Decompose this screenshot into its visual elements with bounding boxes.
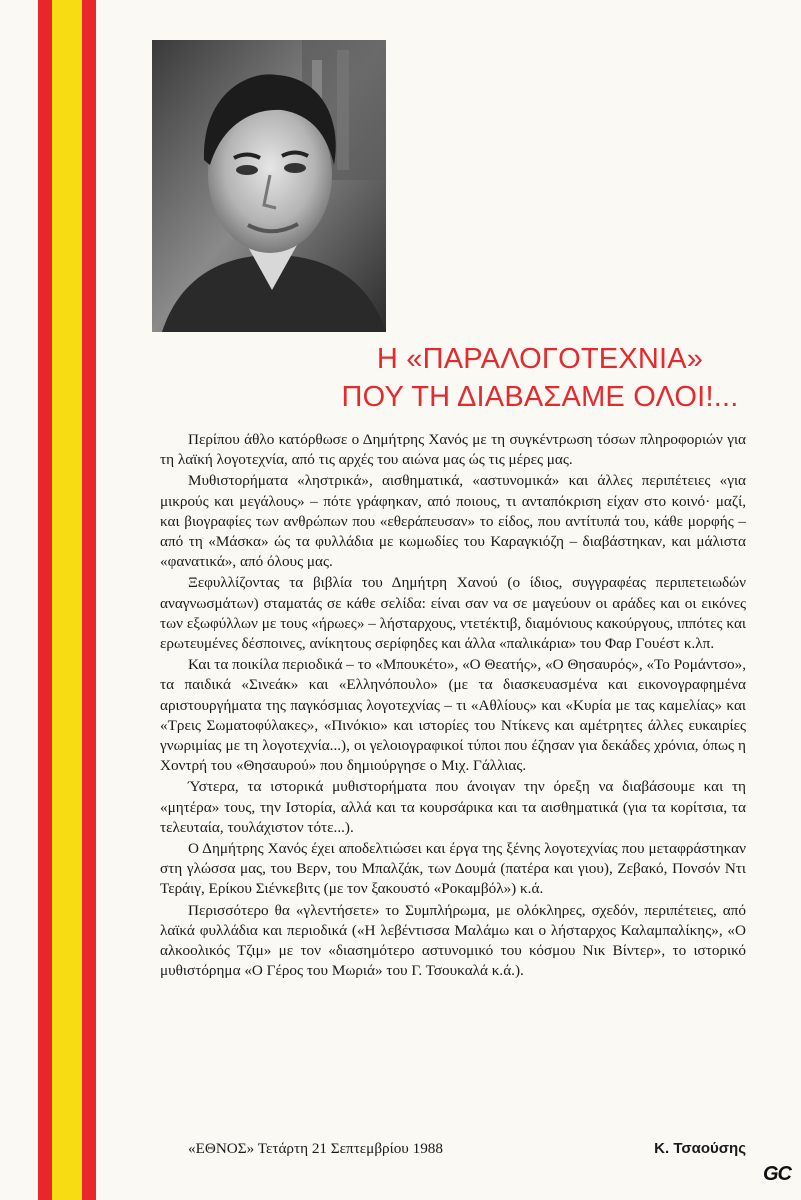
article-paragraph: Και τα ποικίλα περιοδικά – το «Μπουκέτο», «Ο Θεατής», «Ο Θησαυρός», «Το Ρομάντσο», τα παιδικά «Σινεάκ» και «Ελληνόπουλο» (με τα διασκευασμένα και εικονογραφημένα αριστουργήματα της παγκόσμιας λογοτεχνίας – τι «Αθλίους» και «Κυρία με τας καμελίας» και «Τρεις Σωματοφύλακες», «Πινόκιο» και ιστορίες του Ντίκενς και αμέτρητες άλλες ευκαιρίες γνωριμίας με τη λογοτεχνία...), οι γελοιογραφικοί τύποι που έζησαν για δεκάδες χρόνια, όπως η Χοντρή του «Θησαυρού» που δημιούργησε ο Μιχ. Γάλλιας. bbox=[160, 656, 746, 775]
article-paragraph: Μυθιστορήματα «ληστρικά», αισθηματικά, «αστυνομικά» και άλλες περιπέτειες «για μικρούς και μεγάλους» – πότε γράφηκαν, από ποιους, τι ανταπόκριση είχαν στο κοινό· μαζί, και βιογραφίες των ανθρώπων που «εθεράπευσαν» το είδος, που αντίτυπά του, κάθε μορφής – από τη «Μάσκα» ώς τα φυλλάδια με κωμωδίες του Καραγκιόζη – διαβάστηκαν, και μάλιστα «φανατικά», από όλους μας. bbox=[160, 472, 746, 571]
article-paragraph: Περίπου άθλο κατόρθωσε ο Δημήτρης Χανός με τη συγκέντρωση τόσων πληροφοριών για τη λαϊκή λογοτεχνία, από τις αρχές του αιώνα μας ώς τις μέρες μας. bbox=[160, 431, 746, 469]
article-body bbox=[160, 430, 746, 982]
headline-line-2: ΠΟΥ ΤΗ ΔΙΑΒΑΣΑΜΕ ΟΛΟΙ!... bbox=[341, 381, 739, 413]
article-paragraph: Ο Δημήτρης Χανός έχει αποδελτιώσει και έργα της ξένης λογοτεχνίας που μεταφράστηκαν στη γλώσσα μας, του Βερν, του Μπαλζάκ, των Δουμά (πατέρα και γιου), Ζεβακό, Πονσόν Ντι Τεράιγ, Ερίκου Σιένκεβιτς (με τον ξακουστό «Ροκαμβόλ») κ.ά. bbox=[160, 840, 746, 898]
footer-source: «ΕΘΝΟΣ» Τετάρτη 21 Σεπτεμβρίου 1988 bbox=[188, 1140, 443, 1157]
article-paragraph: Ύστερα, τα ιστορικά μυθιστορήματα που άνοιγαν την όρεξη να διαβάσουμε και τη «μητέρα» τους, την Ιστορία, αλλά και τα κουρσάρικα και τα αισθηματικά (για τα κορίτσια, τα τελευταία, τουλάχιστον τότε...). bbox=[160, 778, 746, 836]
flag-stripe-yellow bbox=[52, 0, 82, 1200]
flag-stripe-red-left bbox=[38, 0, 52, 1200]
headline-line-1: Η «ΠΑΡΑΛΟΓΟΤΕΧΝΙΑ» bbox=[376, 343, 704, 375]
footer-author: Κ. Τσαούσης bbox=[654, 1140, 746, 1157]
headline bbox=[300, 340, 780, 416]
article-paragraph: Περισσότερο θα «γλεντήσετε» το Συμπλήρωμα, με ολόκληρες, σχεδόν, περιπέτειες, από λαϊκά φυλλάδια και περιοδικά («Η λεβέντισσα Μαλάμω και ο λήσταρχος Καλαμπαλίκης», «Ο αλκοολικός Τζιμ» με τον «διασημότερο αστυνομικό του κόσμου Νικ Βίντερ», το ιστορικό μυθιστόρημα «Ο Γέρος του Μωριά» του Γ. Τσουκαλά κ.ά.). bbox=[160, 901, 746, 980]
article-paragraph: Ξεφυλλίζοντας τα βιβλία του Δημήτρη Χανού (ο ίδιος, συγγραφέας περιπετειωδών αναγνωσμάτων) σταματάς σε κάθε σελίδα: είναι σαν να σε μαγεύουν οι αράδες και οι εικόνες των εξωφύλλων με τους «ήρωες» – λήσταρχους, ντετέκτιβ, διαμόνιους κακούργους, ιππότες και ερωτευμένες δέσποινες, ανίκητους σερίφηδες και άλλα «παλικάρια» του Φαρ Γουέστ κ.λπ. bbox=[160, 574, 746, 653]
portrait-icon bbox=[152, 40, 386, 332]
flag-stripe-red-right bbox=[82, 0, 96, 1200]
watermark-logo: GC bbox=[763, 1163, 791, 1185]
author-portrait-photo bbox=[152, 40, 386, 332]
